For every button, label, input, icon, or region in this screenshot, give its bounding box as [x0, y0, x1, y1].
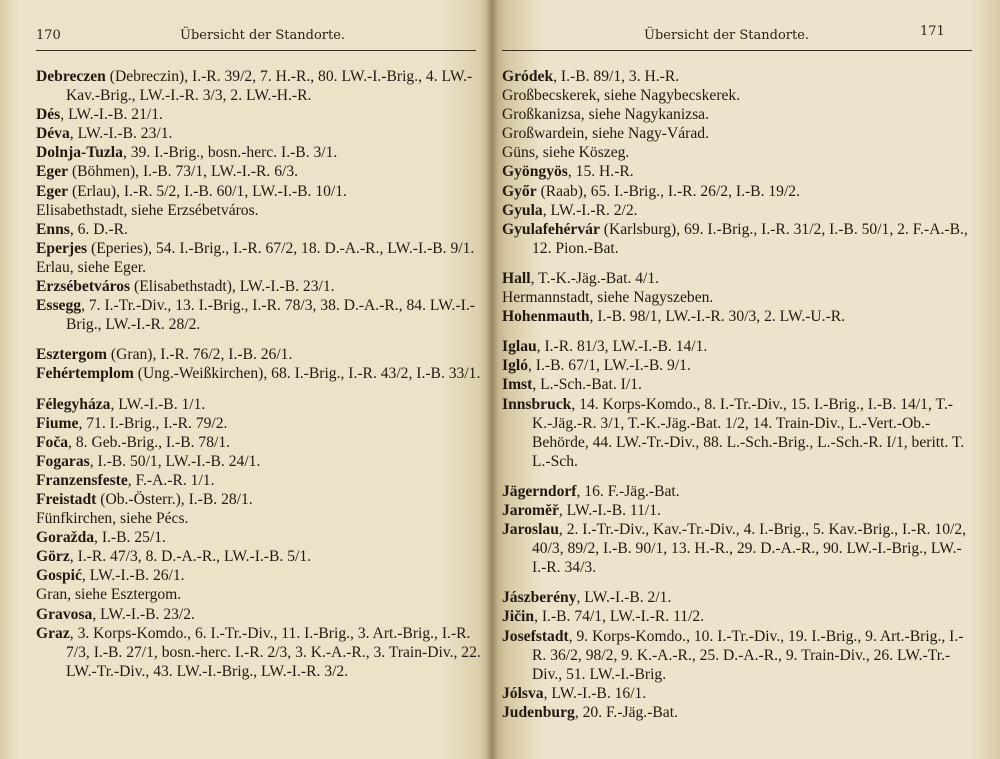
entry-text: , L.-Sch.-Bat. I/1. [532, 376, 642, 394]
entry-text: , LW.-I.-B. 26/1. [81, 567, 185, 585]
entry-headword: Eger [36, 163, 69, 181]
entry-text: (Gran), I.-R. 76/2, I.-B. 26/1. [110, 346, 293, 364]
entry-text: , 6. D.-R. [69, 220, 128, 238]
entry-text: , 8. Geb.-Brig., I.-B. 78/1. [68, 433, 231, 451]
right-page [492, 0, 1000, 759]
entry-headword: Iglau [502, 338, 537, 356]
index-entry [36, 414, 484, 433]
index-entry [502, 182, 972, 201]
index-entry [502, 375, 972, 394]
entry-text: , T.-K.-Jäg.-Bat. 4/1. [530, 269, 660, 287]
entry-headword: Franzensfeste [36, 471, 128, 489]
entry-text: , 39. I.-Brig., bosn.-herc. I.-B. 3/1. [122, 144, 338, 162]
entry-text: (Eperies), 54. I.-Brig., I.-R. 67/2, 18. D.-A.-R., LW.-I.-B. 9/1. [91, 239, 475, 257]
index-entry [36, 239, 484, 258]
entry-headword: Jičin [502, 608, 535, 626]
entry-headword: Esztergom [36, 346, 108, 364]
entry-headword: Gródek [502, 68, 554, 85]
entry-text: (Ob.-Österr.), I.-B. 28/1. [100, 490, 253, 508]
entry-text: Fünfkirchen, siehe Pécs. [36, 510, 189, 528]
index-entry [36, 201, 484, 220]
entry-headword: Goražda [36, 529, 95, 547]
index-entry [36, 452, 484, 471]
entry-text: Großwardein, siehe Nagy-Várad. [502, 125, 709, 143]
entry-headword: Jaroměř [502, 501, 559, 519]
entry-text: (Karlsburg), 69. I.-Brig., I.-R. 31/2, I.-B. 50/1, 2. F.-A.-B., 12. Pion.-Bat. [532, 220, 968, 257]
entry-text: (Elisabethstadt), LW.-I.-B. 23/1. [134, 278, 335, 296]
entry-text: , 14. Korps-Komdo., 8. I.-Tr.-Div., 15. I.-Brig., I.-B. 14/1, T.-K.-Jäg.-R. 3/1, T.-K.-Jäg.-Bat. 1/2, 14. Train-Div., L.-Vert.-Ob.-Behörde, 44. LW.-Tr.-Div., 88. L.-Sch.-Brig., L.-Sch.-R. I/1, beritt. T. L.-Sch. [532, 395, 965, 470]
entry-headword: Gyulafehérvár [502, 220, 600, 238]
page-number: 170 [36, 28, 61, 43]
entry-text: , 16. F.-Jäg.-Bat. [576, 482, 680, 500]
entry-headword: Dés [36, 106, 61, 124]
entry-headword: Foča [36, 433, 69, 451]
entry-text: Großbecskerek, siehe Nagybecskerek. [502, 87, 741, 105]
index-entry [36, 605, 484, 624]
index-entry [502, 162, 972, 181]
header-rule [502, 50, 972, 51]
entry-text: , 15. H.-R. [567, 163, 634, 181]
entry-text: Erlau, siehe Eger. [36, 258, 146, 276]
index-entry [36, 143, 484, 162]
entry-headword: Igló [502, 357, 528, 375]
index-entry [502, 67, 972, 86]
entry-headword: Imst [502, 376, 533, 394]
page-number: 171 [920, 24, 945, 39]
entry-headword: Hohenmauth [502, 308, 590, 326]
entry-headword: Fogaras [36, 452, 90, 470]
index-entry [502, 143, 972, 162]
entry-headword: Gyöngyös [502, 163, 568, 181]
entry-text: , I.-B. 25/1. [94, 529, 166, 547]
entry-text: , LW.-I.-B. 23/1. [69, 125, 173, 143]
entry-headword: Jászberény [502, 589, 577, 607]
entry-text: , I.-B. 98/1, LW.-I.-R. 30/3, 2. LW.-U.-R. [589, 308, 846, 326]
entry-headword: Essegg [36, 297, 82, 315]
entry-headword: Félegyháza [36, 395, 111, 413]
index-entry [502, 607, 972, 626]
entry-text: (Raab), 65. I.-Brig., I.-R. 26/2, I.-B. 19/2. [540, 182, 800, 200]
index-entry [502, 501, 972, 520]
entry-headword: Gravosa [36, 605, 93, 623]
entry-text: , LW.-I.-B. 1/1. [110, 395, 206, 413]
entry-headword: Gyula [502, 201, 543, 219]
entry-text: , 9. Korps-Komdo., 10. I.-Tr.-Div., 19. I.-Brig., 9. Art.-Brig., I.-R. 36/2, 98/2, 9. K.-A.-R., 25. D.-A.-R., 9. Train-Div., 26. LW.-Tr.-Div., 51. LW.-I.-Brig. [532, 627, 964, 683]
index-entry [502, 395, 972, 471]
book-gutter [486, 0, 498, 759]
entry-text: , 71. I.-Brig., I.-R. 79/2. [78, 414, 228, 432]
running-title: Übersicht der Standorte. [180, 28, 346, 43]
entry-headword: Josefstadt [502, 627, 569, 645]
index-entry [36, 509, 484, 528]
index-entry [36, 490, 484, 509]
entry-text: , F.-A.-R. 1/1. [127, 471, 215, 489]
entry-headword: Dolnja-Tuzla [36, 144, 123, 162]
entry-text: Hermannstadt, siehe Nagyszeben. [502, 289, 714, 307]
index-entry [502, 124, 972, 143]
left-page [0, 0, 492, 759]
entry-headword: Jägerndorf [502, 482, 577, 500]
entry-text: , LW.-I.-B. 16/1. [543, 684, 647, 702]
index-entry [36, 296, 484, 334]
index-entry [502, 520, 972, 577]
entry-text: (Erlau), I.-R. 5/2, I.-B. 60/1, LW.-I.-B. 10/1. [71, 182, 347, 200]
entry-headword: Déva [36, 125, 70, 143]
index-entry [502, 86, 972, 105]
entry-headword: Erzsébetváros [36, 278, 131, 296]
entry-headword: Győr [502, 182, 537, 200]
entry-text: , I.-R. 47/3, 8. D.-A.-R., LW.-I.-B. 5/1. [69, 548, 312, 566]
index-entry [36, 105, 484, 124]
entry-text: , 3. Korps-Komdo., 6. I.-Tr.-Div., 11. I.-Brig., 3. Art.-Brig., I.-R. 7/3, I.-B. 27/1, bosn.-herc. I.-R. 2/3, 3. K.-A.-R., 3. Train-Div., 22. LW.-Tr.-Div., 43. LW.-I.-Brig., LW.-I.-R. 3/2. [66, 624, 481, 680]
entry-text: , LW.-I.-B. 23/2. [92, 605, 195, 623]
entry-text: , I.-B. 67/1, LW.-I.-B. 9/1. [528, 357, 691, 375]
entry-headword: Eperjes [36, 239, 88, 257]
entry-headword: Hall [502, 269, 531, 287]
index-entry [502, 269, 972, 288]
index-entry [502, 220, 972, 258]
entry-text: , 7. I.-Tr.-Div., 13. I.-Brig., I.-R. 78/3, 38. D.-A.-R., 84. LW.-I.-Brig., LW.-I.-R. 28/2. [66, 297, 475, 334]
entry-text: (Debreczin), I.-R. 39/2, 7. H.-R., 80. LW.-I.-Brig., 4. LW.-Kav.-Brig., LW.-I.-R. 3/3, 2. LW.-H.-R. [66, 68, 473, 105]
index-entry [36, 124, 484, 143]
index-entry [36, 566, 484, 585]
index-entry [502, 627, 972, 684]
entry-headword: Debreczen [36, 68, 106, 85]
index-entry [36, 547, 484, 566]
entry-text: , I.-B. 89/1, 3. H.-R. [553, 68, 680, 85]
index-entry [502, 307, 972, 326]
entry-headword: Freistadt [36, 490, 97, 508]
index-entry [502, 482, 972, 501]
index-entry [502, 588, 972, 607]
entry-text: (Böhmen), I.-B. 73/1, LW.-I.-R. 6/3. [71, 163, 299, 181]
entry-headword: Graz [36, 624, 70, 642]
index-entry [36, 345, 484, 364]
index-entry [36, 364, 484, 383]
entry-headword: Judenburg [502, 703, 575, 721]
index-entry [502, 356, 972, 375]
index-entry [36, 220, 484, 239]
entry-text: , LW.-I.-B. 21/1. [60, 106, 163, 124]
entry-text: , LW.-I.-R. 2/2. [542, 201, 638, 219]
index-entry [36, 471, 484, 490]
index-entry [502, 703, 972, 722]
entry-headword: Eger [36, 182, 69, 200]
entry-headword: Fehértemplom [36, 365, 134, 383]
header-rule [36, 50, 476, 51]
index-entry [36, 528, 484, 547]
entry-headword: Fiume [36, 414, 79, 432]
entry-text: Elisabethstadt, siehe Erzsébetváros. [36, 201, 259, 219]
entry-headword: Jólsva [502, 684, 544, 702]
entry-text: Großkanizsa, siehe Nagykanizsa. [502, 106, 709, 124]
index-entry [502, 201, 972, 220]
index-entry [36, 433, 484, 452]
entry-text: , 20. F.-Jäg.-Bat. [574, 703, 678, 721]
entry-text: , I.-B. 74/1, LW.-I.-R. 11/2. [534, 608, 705, 626]
index-entry [502, 337, 972, 356]
index-entry [502, 288, 972, 307]
index-entry [36, 395, 484, 414]
entry-headword: Gospić [36, 567, 82, 585]
index-entry [36, 624, 484, 681]
index-entry [36, 585, 484, 604]
index-entry [36, 182, 484, 201]
entry-headword: Jaroslau [502, 521, 559, 539]
entry-text: (Ung.-Weißkirchen), 68. I.-Brig., I.-R. 43/2, I.-B. 33/1. [137, 365, 481, 383]
entry-list [36, 67, 484, 681]
entry-headword: Innsbruck [502, 395, 572, 413]
index-entry [36, 67, 484, 105]
entry-text: , I.-R. 81/3, LW.-I.-B. 14/1. [536, 338, 708, 356]
entry-list [502, 67, 972, 722]
index-entry [502, 105, 972, 124]
index-entry [502, 684, 972, 703]
entry-headword: Enns [36, 220, 70, 238]
index-entry [36, 258, 484, 277]
index-entry [36, 162, 484, 181]
entry-text: , LW.-I.-B. 2/1. [576, 589, 672, 607]
index-entry [36, 277, 484, 296]
entry-text: , 2. I.-Tr.-Div., Kav.-Tr.-Div., 4. I.-Brig., 5. Kav.-Brig., I.-R. 10/2, 40/3, 89/2, I.-B. 90/1, 13. H.-R., 29. D.-A.-R., 90. LW.-I.-Brig., LW.-I.-R. 34/3. [532, 521, 967, 577]
entry-text: Gran, siehe Esztergom. [36, 586, 182, 604]
entry-headword: Görz [36, 548, 70, 566]
entry-text: , I.-B. 50/1, LW.-I.-B. 24/1. [89, 452, 261, 470]
entry-text: Güns, siehe Köszeg. [502, 144, 630, 162]
entry-text: , LW.-I.-B. 11/1. [558, 501, 661, 519]
running-title: Übersicht der Standorte. [644, 28, 810, 43]
